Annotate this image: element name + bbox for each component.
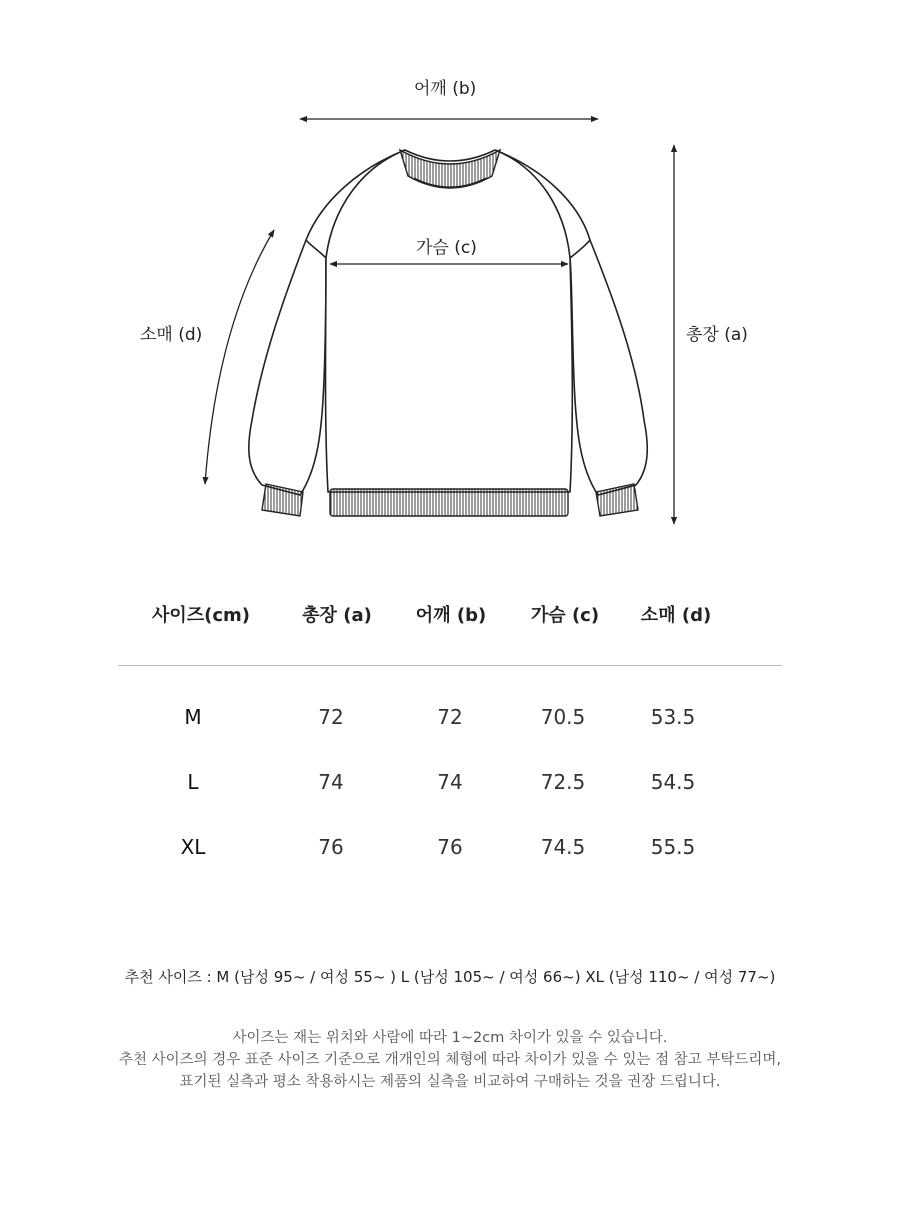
- recommended-size: 추천 사이즈 : M (남성 95~ / 여성 55~ ) L (남성 105~ / 여성 66~) XL (남성 110~ / 여성 77~): [124, 968, 776, 986]
- row-length: 72: [318, 705, 344, 729]
- row-chest: 72.5: [540, 770, 586, 794]
- row-sleeve: 54.5: [650, 770, 696, 794]
- row-size: L: [187, 770, 199, 794]
- note-line: 표기된 실측과 평소 착용하시는 제품의 실측을 비교하여 구매하는 것을 권장 드립니다.: [179, 1074, 721, 1090]
- header-chest: 가슴 (c): [530, 605, 600, 626]
- row-length: 76: [318, 835, 344, 859]
- table-row: [0, 835, 900, 865]
- header-length: 총장 (a): [302, 605, 372, 626]
- sweatshirt-outline: [249, 150, 647, 495]
- header-divider: [118, 665, 782, 666]
- header-sleeve: 소매 (d): [640, 605, 712, 626]
- row-shoulder: 74: [437, 770, 463, 794]
- header-shoulder: 어깨 (b): [415, 605, 487, 626]
- table-row: [0, 770, 900, 800]
- length-label: 총장 (a): [686, 325, 748, 345]
- torso: [326, 150, 573, 492]
- row-chest: 70.5: [540, 705, 586, 729]
- chest-label: 가슴 (c): [416, 238, 477, 258]
- row-sleeve: 53.5: [650, 705, 696, 729]
- row-size: XL: [180, 835, 206, 859]
- row-chest: 74.5: [540, 835, 586, 859]
- row-size: M: [184, 705, 202, 729]
- note-line: 사이즈는 재는 위치와 사람에 따라 1~2cm 차이가 있을 수 있습니다.: [232, 1030, 668, 1046]
- table-header: [0, 601, 900, 631]
- header-size: 사이즈(cm): [151, 605, 251, 626]
- table-row: [0, 705, 900, 735]
- hem-rib: [330, 489, 568, 516]
- note-line: 추천 사이즈의 경우 표준 사이즈 기준으로 개개인의 체형에 따라 차이가 있을 수 있는 점 참고 부탁드리며,: [118, 1052, 782, 1068]
- row-shoulder: 76: [437, 835, 463, 859]
- row-shoulder: 72: [437, 705, 463, 729]
- shoulder-label: 어깨 (b): [414, 79, 477, 99]
- row-length: 74: [318, 770, 344, 794]
- row-sleeve: 55.5: [650, 835, 696, 859]
- sleeve-label: 소매 (d): [140, 325, 203, 345]
